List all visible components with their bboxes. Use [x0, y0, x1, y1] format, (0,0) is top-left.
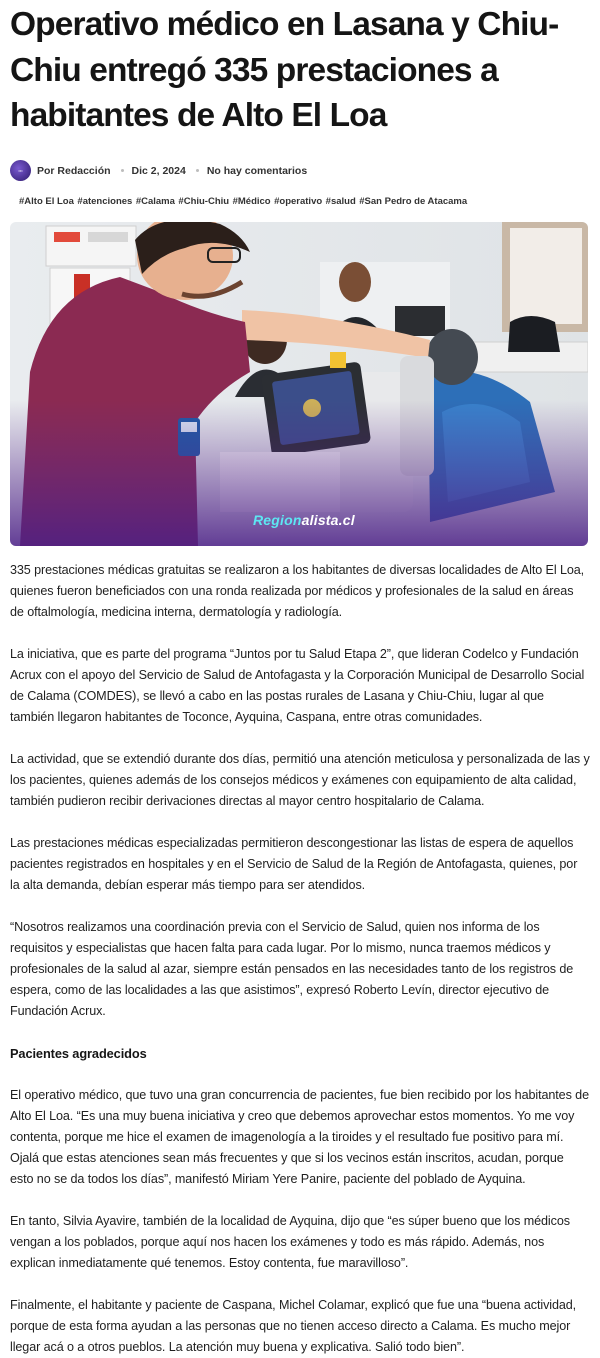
meta-separator [196, 169, 199, 172]
featured-image [10, 222, 588, 546]
body-paragraph: La iniciativa, que es parte del programa “Juntos por tu Salud Etapa 2”, que lideran Codelco y Fundación Acrux con el apoyo del Servicio de Salud de Antofagasta y la Corporación Municipal de Desarrollo Social de Calama (COMDES), se llevó a cabo en las postas rurales de Lasana y Chiu-Chiu, lugar al que también llegaron habitantes de Toconce, Ayquina, Caspana, entre otras comunidades. [10, 646, 585, 724]
tag-link[interactable]: #Chiu-Chiu [178, 195, 230, 207]
author-avatar[interactable]: ••• [10, 160, 31, 181]
image-watermark [253, 512, 355, 528]
tag-link[interactable]: #Médico [232, 195, 271, 207]
tag-link[interactable]: #salud [325, 195, 356, 207]
body-paragraph: 335 prestaciones médicas gratuitas se realizaron a los habitantes de diversas localidades de Alto El Loa, quienes fueron beneficiados con una ronda realizada por médicos y profesionales de la salud en áreas de oftalmología, medicina interna, dermatología y radiología. [10, 562, 585, 619]
body-paragraph: “Nosotros realizamos una coordinación previa con el Servicio de Salud, quien nos informa de los requisitos y especialistas que hacen falta para cada lugar. Por lo mismo, nunca traemos médicos y profesionales de la salud al azar, siempre están pensados en las necesidades tanto de los registros de espera, como de las localidades a las que asistimos”, expresó Roberto Levín, director ejecutivo de Fundación Acrux. [10, 919, 574, 1018]
publish-date: Dic 2, 2024 [131, 164, 186, 177]
article-body [10, 560, 590, 1358]
body-paragraph: Finalmente, el habitante y paciente de Caspana, Michel Colamar, explicó que fue una “buena actividad, porque de esta forma ayudan a las personas que no tienen acceso directo a Calama. Es mucho mejor llegar acá o a otros pueblos. La atención muy buena y explicativa. Salió todo bien”. [10, 1297, 577, 1354]
watermark-region: Region [253, 511, 302, 528]
tag-link[interactable]: #San Pedro de Atacama [359, 195, 468, 207]
article-meta [10, 159, 590, 183]
article-title: Operativo médico en Lasana y Chiu-Chiu entregó 335 prestaciones a habitantes de Alto El Loa [10, 6, 559, 134]
section-heading: Pacientes agradecidos [10, 1045, 147, 1061]
watermark-domain: alista.cl [301, 511, 355, 528]
tag-link[interactable]: #operativo [274, 195, 323, 207]
tag-link[interactable]: #atenciones [77, 195, 133, 207]
comments-link[interactable]: No hay comentarios [206, 164, 308, 177]
meta-separator [121, 169, 124, 172]
body-paragraph: Las prestaciones médicas especializadas permitieron descongestionar las listas de espera de aquellos pacientes registrados en hospitales y en el Servicio de Salud de la Región de Antofagasta, quienes, por la alta demanda, debían esperar más tiempo para ser atendidos. [10, 835, 578, 892]
author-link[interactable]: Por Redacción [37, 164, 111, 177]
tag-link[interactable]: #Alto El Loa [19, 195, 74, 207]
body-paragraph: La actividad, que se extendió durante dos días, permitió una atención meticulosa y personalizada de las y los pacientes, quienes además de los consejos médicos y exámenes con equipamiento de alta calidad, también pudieron recibir derivaciones directas al mayor centro hospitalario de Calama. [10, 751, 590, 808]
tag-list [10, 196, 590, 210]
featured-photo [10, 222, 588, 546]
body-paragraph: En tanto, Silvia Ayavire, también de la localidad de Ayquina, dijo que “es súper bueno que los médicos vengan a los poblados, porque aquí nos hacen los exámenes y todo es más rápido. Además, nos explican inmediatamente qué tenemos. Estoy contenta, fue maravilloso”. [10, 1213, 570, 1270]
body-paragraph: El operativo médico, que tuvo una gran concurrencia de pacientes, fue bien recibido por los habitantes de Alto El Loa. “Es una muy buena iniciativa y creo que debemos aprovechar estos momentos. Yo me voy contenta, porque me hice el examen de imagenología a la tiroides y el resultado fue positivo para mí. Ojalá que estas atenciones sean más frecuentes y que si los vecinos están inscritos, acudan, porque esto no se da todos los días”, manifestó Miriam Yere Panire, paciente del poblado de Ayquina. [10, 1087, 589, 1186]
tag-link[interactable]: #Calama [135, 195, 175, 207]
